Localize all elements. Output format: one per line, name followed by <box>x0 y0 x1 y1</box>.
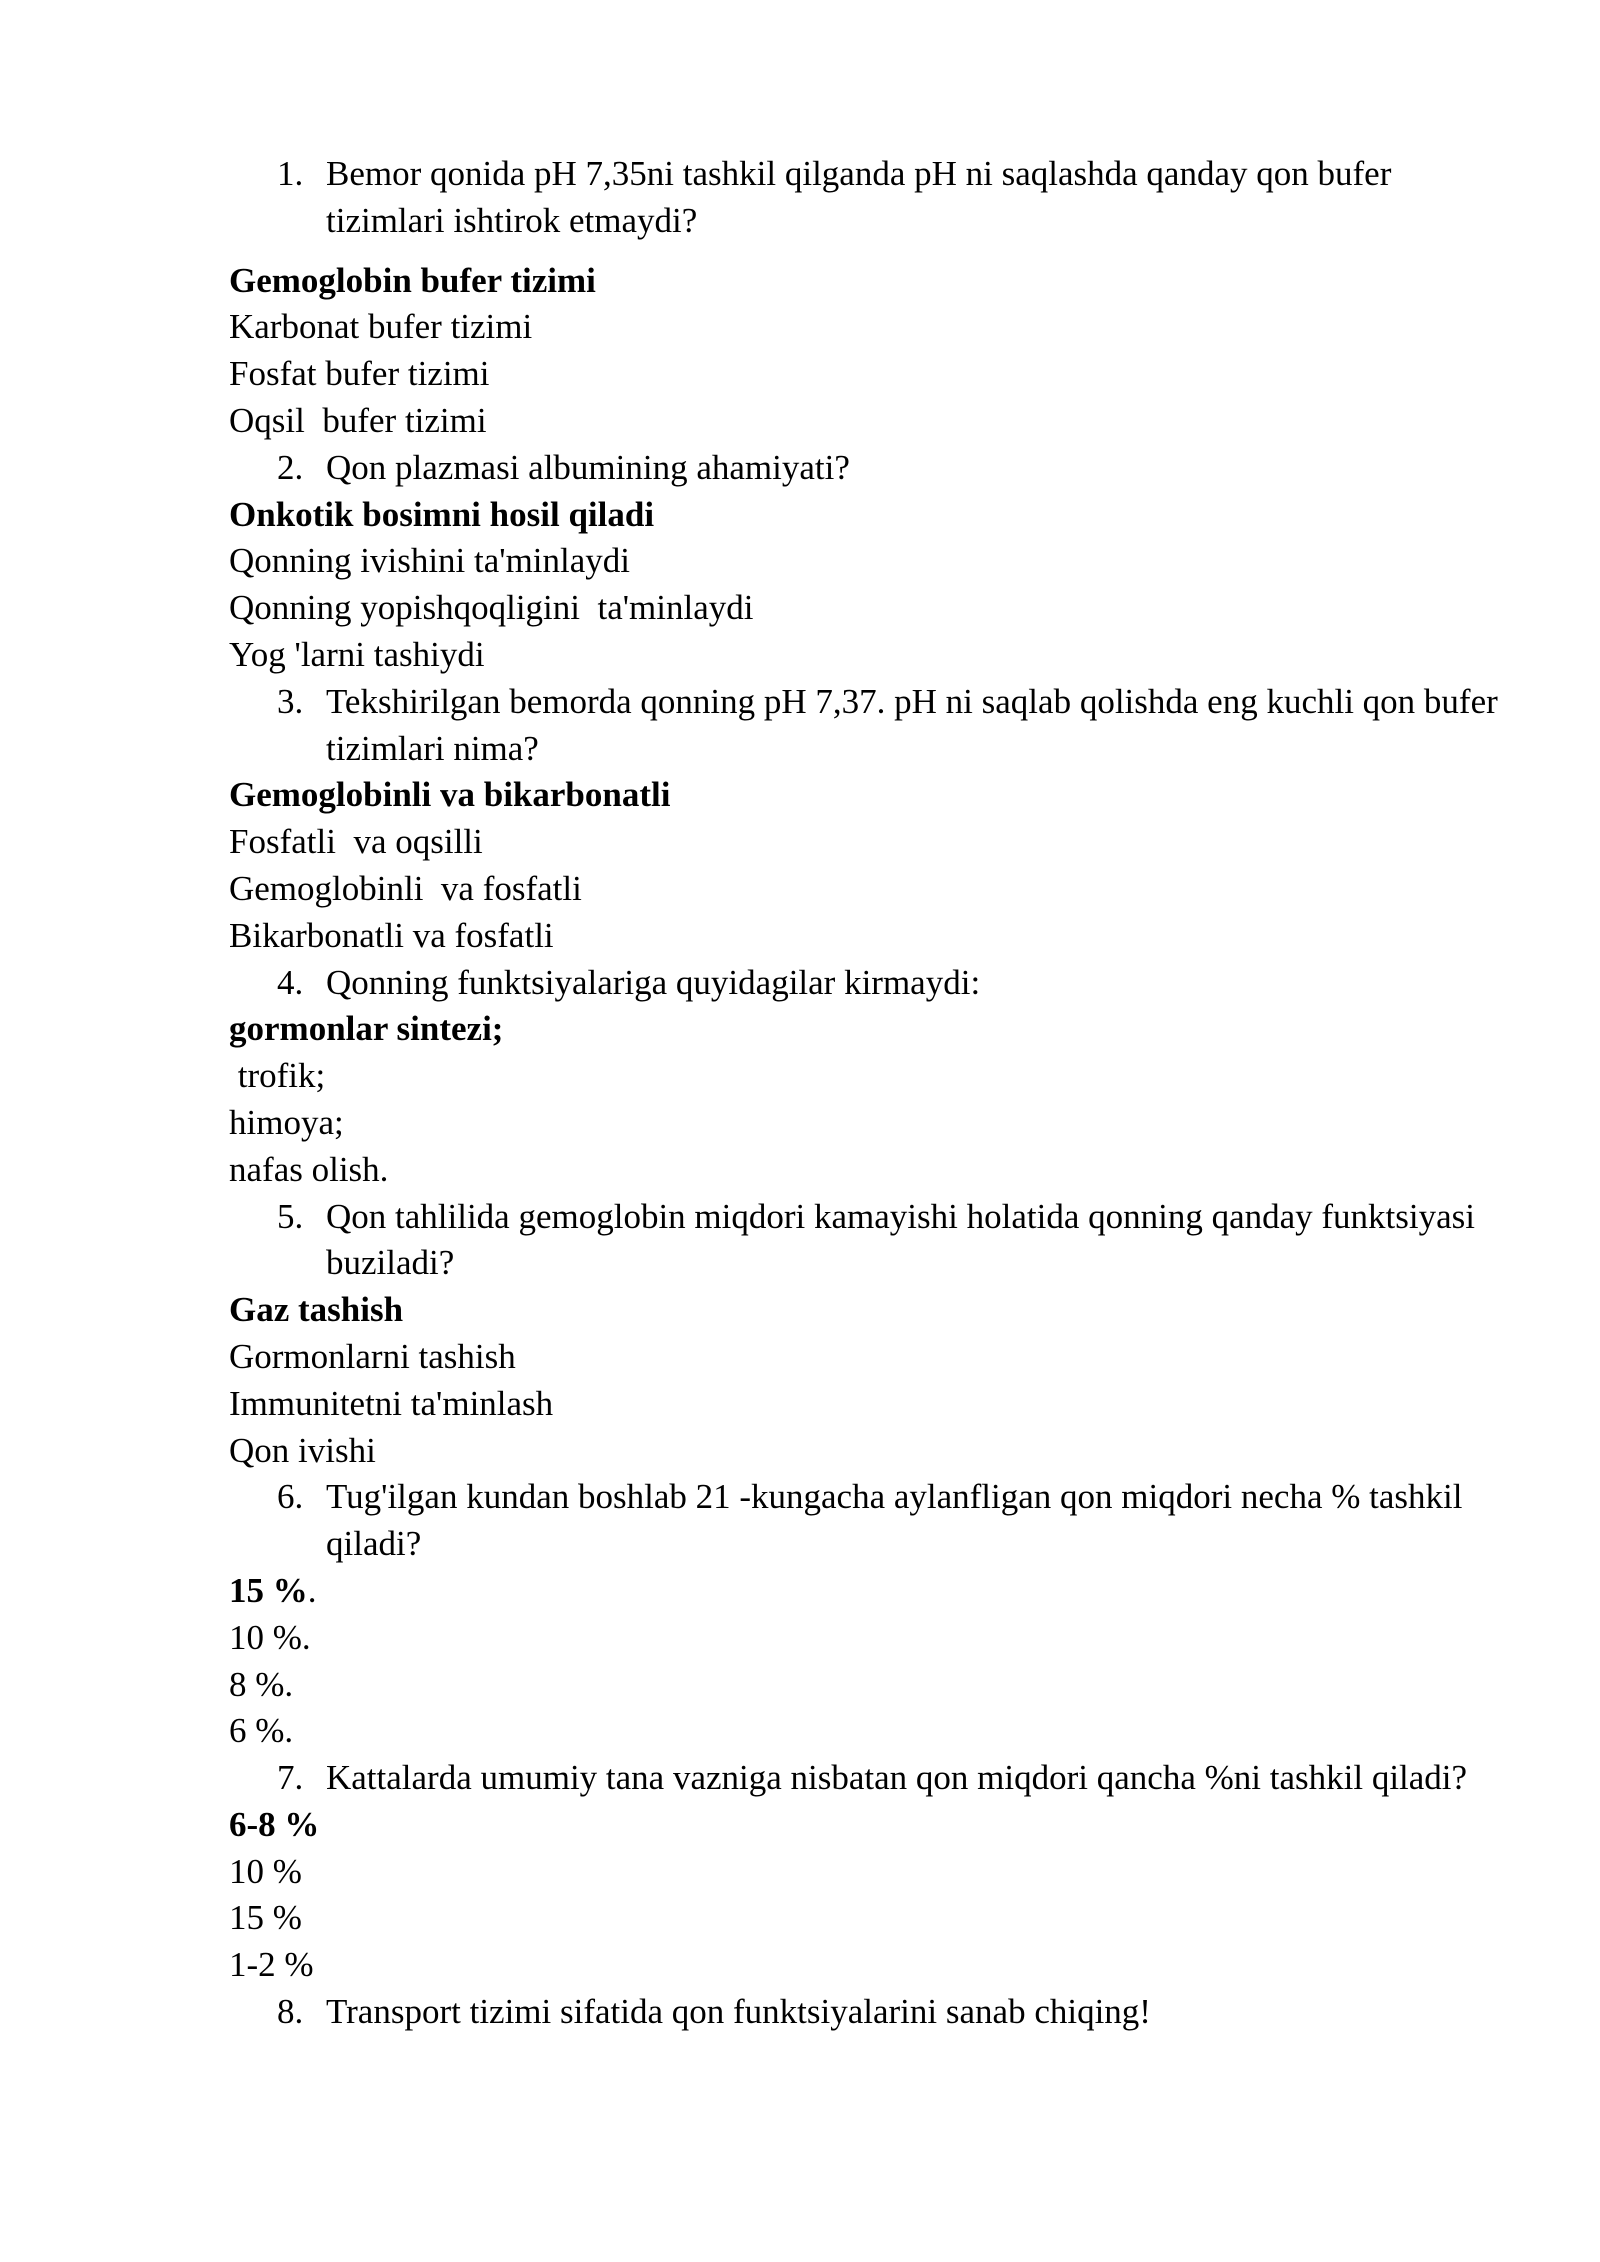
question-number: 7. <box>277 1758 304 1798</box>
question-number: 4. <box>277 962 304 1002</box>
answer-option: Qonning ivishini ta'minlaydi <box>229 541 631 581</box>
correct-answer-line <box>229 1568 1499 1615</box>
question-number: 2. <box>277 447 304 487</box>
correct-answer: 6-8 % <box>229 1804 320 1844</box>
question-4 <box>229 960 1499 1007</box>
answer-option: Oqsil bufer tizimi <box>229 400 487 440</box>
question-6 <box>229 1474 1499 1568</box>
question-8 <box>229 1989 1499 2036</box>
question-1 <box>229 151 1499 245</box>
answer-option: 15 % <box>229 1898 302 1938</box>
question-text: Transport tizimi sifatida qon funktsiyalarini sanab chiqing! <box>326 1992 1151 2032</box>
question-7 <box>229 1755 1499 1802</box>
answer-option: 10 % <box>229 1851 302 1891</box>
question-text: Tekshirilgan bemorda qonning pH 7,37. pH ni saqlab qolishda eng kuchli qon bufer tizimlari nima? <box>326 681 1498 768</box>
correct-answer: 15 % <box>229 1570 308 1610</box>
question-text: Qon tahlilida gemoglobin miqdori kamayishi holatida qonning qanday funktsiyasi buziladi? <box>326 1196 1476 1283</box>
question-number: 3. <box>277 681 304 721</box>
answer-option: 6 %. <box>229 1711 294 1751</box>
question-text: Tug'ilgan kundan boshlab 21 -kungacha aylanfligan qon miqdori necha % tashkil qiladi? <box>326 1477 1463 1564</box>
answer-option: 10 %. <box>229 1617 311 1657</box>
answer-option: Gemoglobinli va fosfatli <box>229 868 582 908</box>
question-3 <box>229 679 1499 773</box>
question-number: 5. <box>277 1196 304 1236</box>
question-number: 8. <box>277 1992 304 2032</box>
answer-option: Gormonlarni tashish <box>229 1336 516 1376</box>
question-text: Bemor qonida pH 7,35ni tashkil qilganda pH ni saqlashda qanday qon bufer tizimlari ishtirok etmaydi? <box>326 154 1392 240</box>
correct-answer: gormonlar sintezi; <box>229 1009 504 1049</box>
answer-option: nafas olish. <box>229 1149 389 1189</box>
question-text: Qonning funktsiyalariga quyidagilar kirmaydi: <box>326 962 981 1002</box>
answer-option: Qon ivishi <box>229 1430 376 1470</box>
correct-answer: Gemoglobinli va bikarbonatli <box>229 775 671 815</box>
document-body <box>229 151 1499 2036</box>
question-number: 1. <box>277 154 304 193</box>
answer-option: 1-2 % <box>229 1945 314 1985</box>
correct-answer: Gemoglobin bufer tizimi <box>229 260 596 300</box>
correct-answer: Onkotik bosimni hosil qiladi <box>229 494 655 534</box>
answer-option: Karbonat bufer tizimi <box>229 307 533 347</box>
answer-option: 8 %. <box>229 1664 294 1704</box>
question-text: Kattalarda umumiy tana vazniga nisbatan qon miqdori qancha %ni tashkil qiladi? <box>326 1758 1468 1798</box>
question-5 <box>229 1194 1499 1288</box>
correct-answer-suffix: . <box>307 1570 317 1610</box>
correct-answer: Gaz tashish <box>229 1290 404 1330</box>
question-2 <box>229 445 1499 492</box>
answer-option: Bikarbonatli va fosfatli <box>229 915 554 955</box>
answer-option: Fosfatli va oqsilli <box>229 822 483 862</box>
answer-option: Yog 'larni tashiydi <box>229 634 485 674</box>
question-number: 6. <box>277 1477 304 1517</box>
answer-option: Fosfat bufer tizimi <box>229 354 490 394</box>
answer-option: trofik; <box>229 1056 326 1096</box>
answer-option: Qonning yopishqoqligini ta'minlaydi <box>229 588 754 628</box>
answer-option: himoya; <box>229 1102 344 1142</box>
question-text: Qon plazmasi albumining ahamiyati? <box>326 447 850 487</box>
answer-option: Immunitetni ta'minlash <box>229 1383 554 1423</box>
